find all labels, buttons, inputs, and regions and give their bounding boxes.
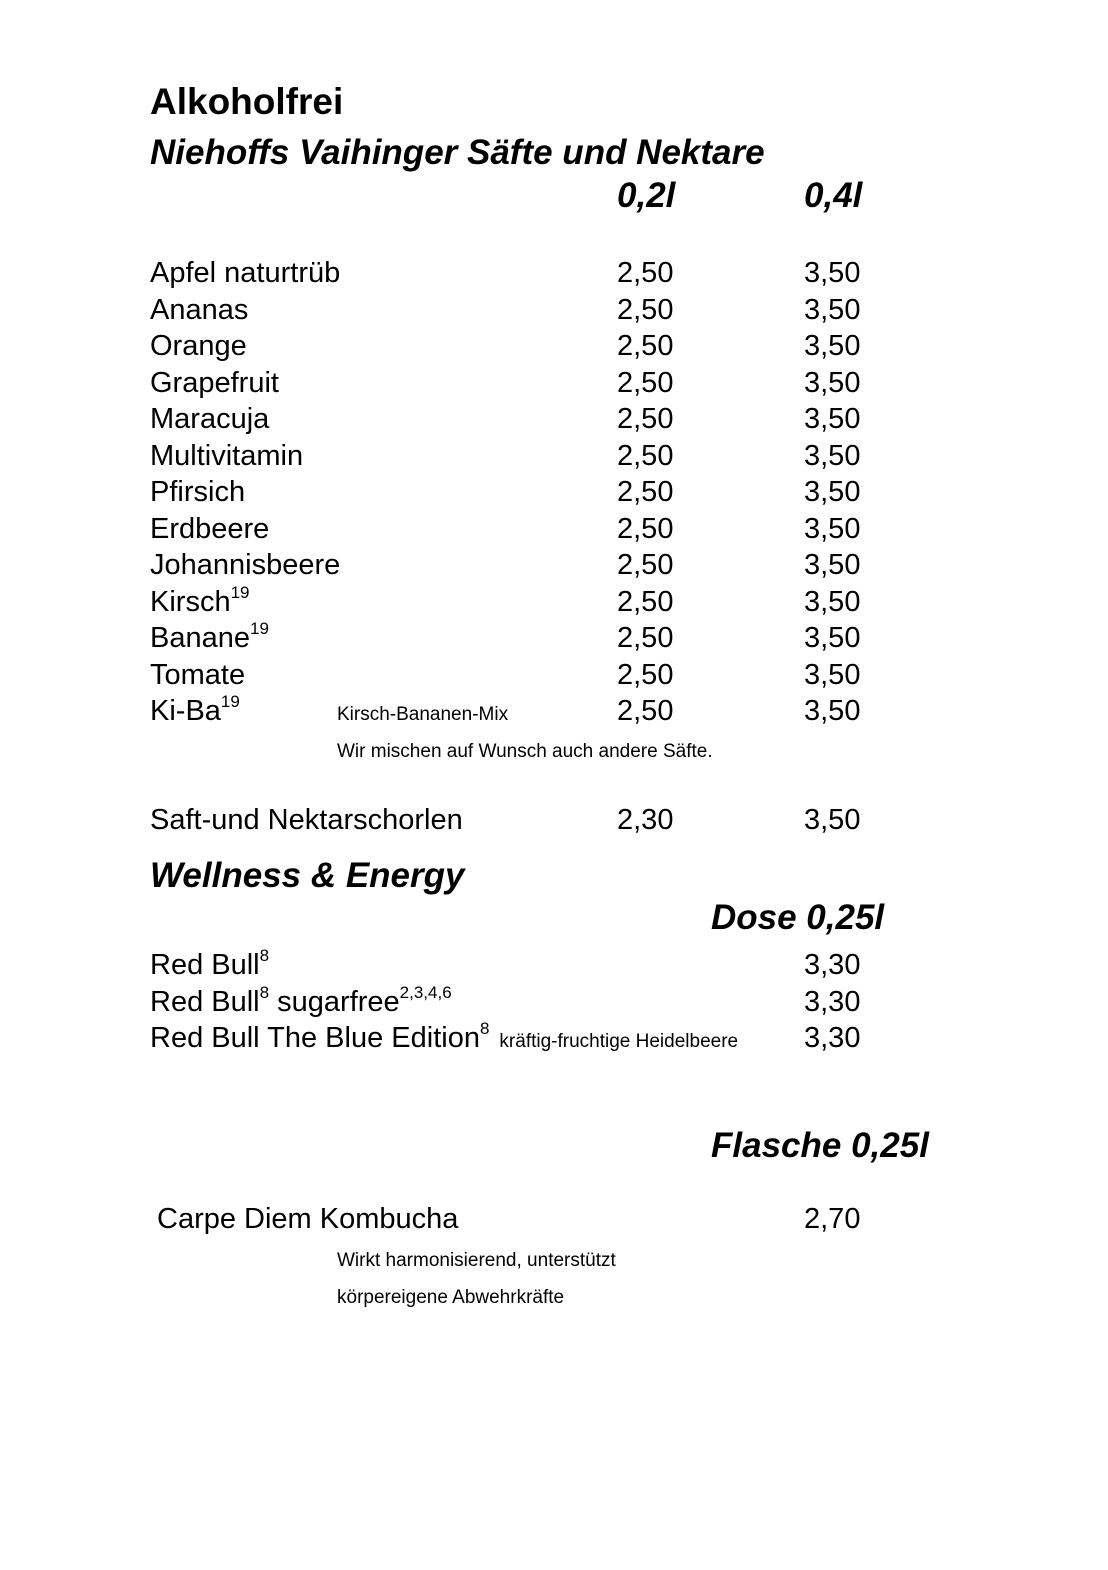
juice-price-small: 2,50 (617, 513, 674, 545)
mix-note: Wir mischen auf Wunsch auch andere Säfte. (337, 741, 713, 762)
juice-name (150, 583, 250, 618)
juice-name-text: Pfirsich (150, 476, 246, 508)
juice-price-large: 3,50 (804, 257, 861, 289)
energy-drink-price: 3,30 (804, 1022, 861, 1054)
column-header-0-4l: 0,4l (804, 176, 863, 215)
kombucha-name: Carpe Diem Kombucha (157, 1203, 459, 1235)
juice-price-small: 2,50 (617, 257, 674, 289)
page-title: Alkoholfrei (150, 81, 344, 122)
energy-drink-name (150, 1019, 739, 1054)
juice-name (150, 332, 247, 361)
juice-price-large: 3,50 (804, 330, 861, 362)
column-header-flasche: Flasche 0,25l (711, 1126, 929, 1165)
juice-price-small: 2,50 (617, 622, 674, 654)
juice-name-text: Grapefruit (150, 367, 279, 399)
juice-price-small: 2,50 (617, 367, 674, 399)
juice-name-text: Orange (150, 330, 247, 362)
juice-name (150, 692, 240, 727)
juice-name-text: Banane (150, 622, 250, 654)
footnote-marker: 8 (259, 983, 270, 1002)
energy-drink-name-text: Red Bull (150, 949, 260, 981)
juice-name (150, 442, 303, 471)
juice-name (150, 259, 340, 288)
juice-name-text: Apfel naturtrüb (150, 257, 341, 289)
footnote-marker: 19 (220, 692, 240, 711)
juice-name (150, 661, 245, 690)
juice-price-large: 3,50 (804, 294, 861, 326)
footnote-marker: 8 (259, 946, 270, 965)
juice-price-small: 2,50 (617, 403, 674, 435)
juice-name (150, 551, 340, 580)
juice-price-large: 3,50 (804, 403, 861, 435)
energy-drink-name (150, 983, 452, 1018)
juice-price-large: 3,50 (804, 476, 861, 508)
juice-price-small: 2,50 (617, 440, 674, 472)
juice-name-text: Maracuja (150, 403, 270, 435)
juice-price-small: 2,50 (617, 695, 674, 727)
column-header-0-2l: 0,2l (617, 176, 676, 215)
juice-price-small: 2,50 (617, 294, 674, 326)
energy-drink-name-text: Red Bull The Blue Edition (150, 1022, 480, 1054)
column-header-dose: Dose 0,25l (711, 898, 885, 937)
juice-price-large: 3,50 (804, 367, 861, 399)
juice-name-text: Tomate (150, 659, 246, 691)
kombucha-price: 2,70 (804, 1203, 861, 1235)
juice-price-large: 3,50 (804, 513, 861, 545)
juice-price-large: 3,50 (804, 622, 861, 654)
juice-name (150, 369, 279, 398)
footnote-marker: 2,3,4,6 (399, 983, 452, 1002)
energy-drink-note: kräftig-fruchtige Heidelbeere (499, 1031, 739, 1052)
juice-price-large: 3,50 (804, 586, 861, 618)
schorle-price-large: 3,50 (804, 804, 861, 836)
schorle-price-small: 2,30 (617, 804, 674, 836)
juices-heading: Niehoffs Vaihinger Säfte und Nektare (150, 133, 765, 172)
juice-price-small: 2,50 (617, 586, 674, 618)
kombucha-note-line2: körpereigene Abwehrkräfte (337, 1287, 565, 1308)
juice-price-large: 3,50 (804, 659, 861, 691)
juice-name-text: Ki-Ba (150, 695, 221, 727)
kombucha-note-line1: Wirkt harmonisierend, unterstützt (337, 1250, 616, 1271)
juice-name (150, 619, 269, 654)
juice-name (150, 405, 269, 434)
juice-name (150, 515, 269, 544)
kiba-note: Kirsch-Bananen-Mix (337, 704, 509, 725)
energy-drink-price: 3,30 (804, 949, 861, 981)
energy-drink-name-text: Red Bull (150, 986, 260, 1018)
footnote-marker: 19 (230, 583, 250, 602)
footnote-marker: 19 (250, 619, 269, 638)
juice-name-text: Johannisbeere (150, 549, 341, 581)
wellness-heading: Wellness & Energy (150, 856, 465, 895)
juice-price-small: 2,50 (617, 659, 674, 691)
juice-price-small: 2,50 (617, 549, 674, 581)
juice-name-text: Multivitamin (150, 440, 304, 472)
energy-drink-price: 3,30 (804, 986, 861, 1018)
schorle-name: Saft-und Nektarschorlen (150, 804, 463, 836)
juice-name-text: Kirsch (150, 586, 231, 618)
footnote-marker: 8 (479, 1019, 490, 1038)
energy-drink-name (150, 946, 270, 981)
juice-name (150, 478, 245, 507)
juice-price-large: 3,50 (804, 549, 861, 581)
juice-price-large: 3,50 (804, 695, 861, 727)
juice-name-text: Ananas (150, 294, 249, 326)
juice-price-large: 3,50 (804, 440, 861, 472)
energy-drink-variant: sugarfree (269, 986, 400, 1018)
juice-name (150, 296, 248, 325)
juice-price-small: 2,50 (617, 476, 674, 508)
juice-name-text: Erdbeere (150, 513, 270, 545)
juice-price-small: 2,50 (617, 330, 674, 362)
